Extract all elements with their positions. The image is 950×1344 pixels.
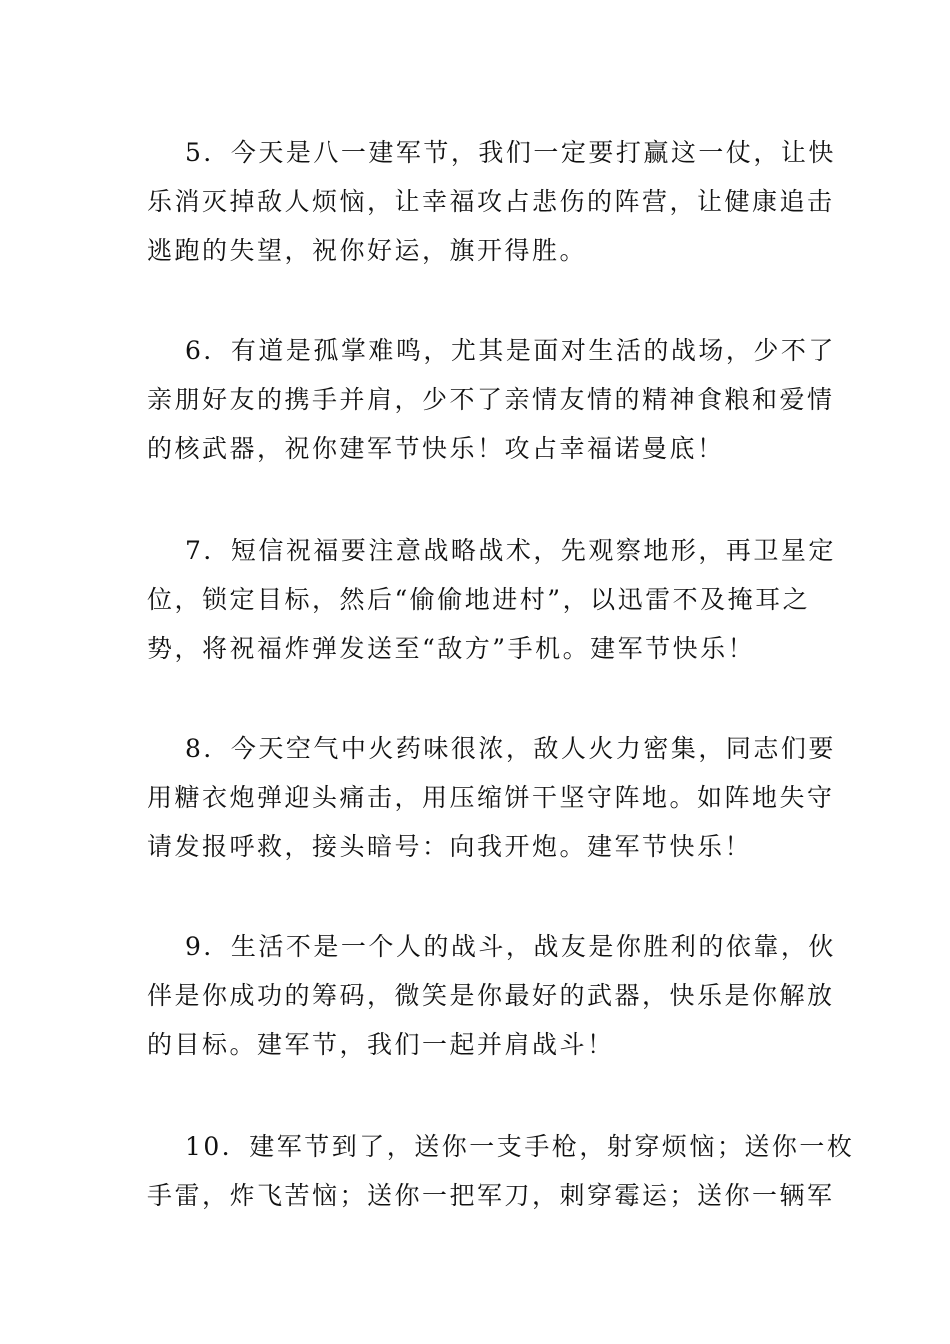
paragraph-9 bbox=[147, 922, 836, 1069]
paragraph-line: 9．生活不是一个人的战斗，战友是你胜利的依靠，伙 bbox=[185, 932, 836, 961]
paragraph-10 bbox=[147, 1122, 855, 1220]
paragraph-7 bbox=[147, 526, 836, 673]
paragraph-line: 亲朋好友的携手并肩，少不了亲情友情的精神食粮和爱情 bbox=[147, 385, 835, 414]
paragraph-line: 伴是你成功的筹码，微笑是你最好的武器，快乐是你解放 bbox=[147, 981, 835, 1010]
paragraph-line: 用糖衣炮弹迎头痛击，用压缩饼干坚守阵地。如阵地失守 bbox=[147, 783, 835, 812]
paragraph-line: 逃跑的失望，祝你好运，旗开得胜。 bbox=[147, 236, 588, 265]
paragraph-line: 的核武器，祝你建军节快乐！攻占幸福诺曼底！ bbox=[147, 434, 725, 463]
paragraph-line: 手雷，炸飞苦恼；送你一把军刀，刺穿霉运；送你一辆军 bbox=[147, 1181, 835, 1210]
paragraph-line: 7．短信祝福要注意战略战术，先观察地形，再卫星定 bbox=[185, 536, 836, 565]
paragraph-line: 势，将祝福炸弹发送至“敌方”手机。建军节快乐！ bbox=[147, 634, 756, 663]
paragraph-line: 10．建军节到了，送你一支手枪，射穿烦恼；送你一枚 bbox=[185, 1132, 855, 1161]
paragraph-line: 8．今天空气中火药味很浓，敌人火力密集，同志们要 bbox=[185, 734, 836, 763]
paragraph-line: 请发报呼救，接头暗号：向我开炮。建军节快乐！ bbox=[147, 832, 753, 861]
paragraph-line: 位，锁定目标，然后“偷偷地进村”，以迅雷不及掩耳之 bbox=[147, 585, 811, 614]
paragraph-8 bbox=[147, 724, 836, 871]
paragraph-line: 的目标。建军节，我们一起并肩战斗！ bbox=[147, 1030, 615, 1059]
paragraph-line: 6．有道是孤掌难鸣，尤其是面对生活的战场，少不了 bbox=[185, 336, 836, 365]
paragraph-5 bbox=[147, 128, 836, 275]
paragraph-line: 5．今天是八一建军节，我们一定要打赢这一仗，让快 bbox=[185, 138, 836, 167]
paragraph-line: 乐消灭掉敌人烦恼，让幸福攻占悲伤的阵营，让健康追击 bbox=[147, 187, 835, 216]
paragraph-6 bbox=[147, 326, 836, 473]
